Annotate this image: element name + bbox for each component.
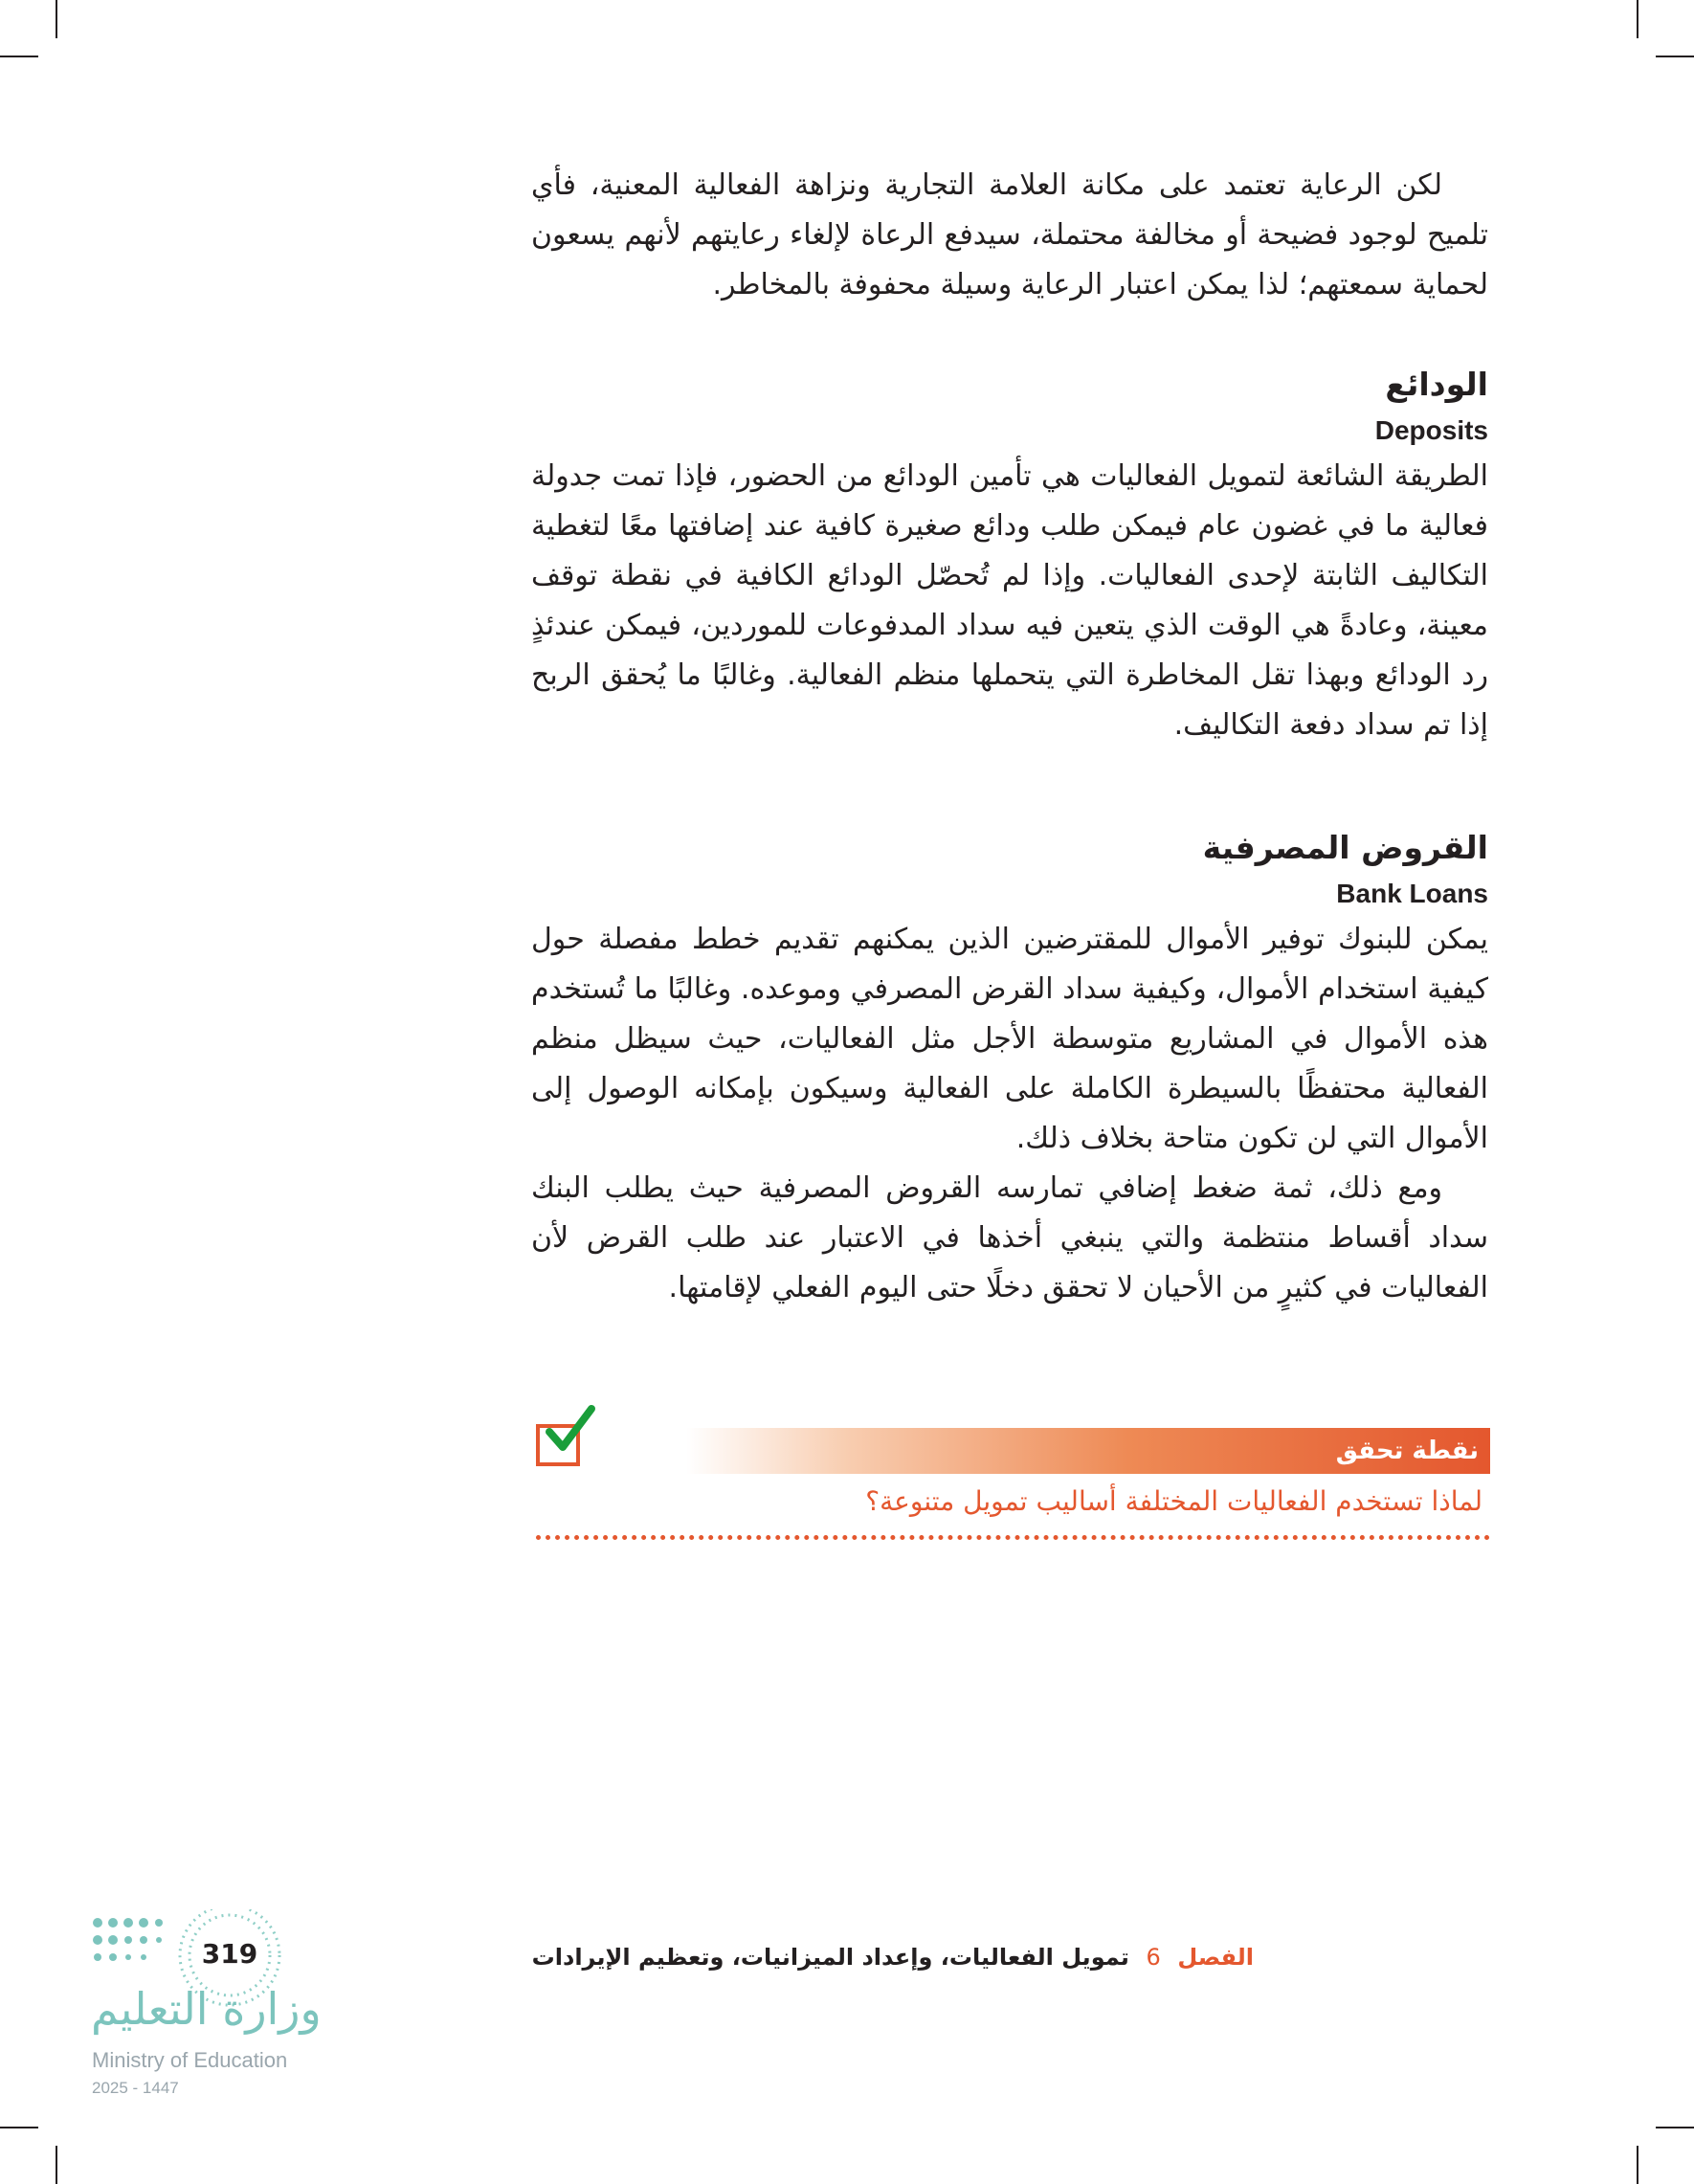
checkmark-icon xyxy=(540,1403,597,1460)
chapter-footer xyxy=(531,1938,1254,1976)
bank-loans-paragraph-2: ومع ذلك، ثمة ضغط إضافي تمارسه القروض المصرفية حيث يطلب البنك سداد أقساط منتظمة والتي ينبغي أخذها في الاعتبار عند طلب القرض لأن الفعاليات في كثيرٍ من الأحيان لا تحقق دخلًا حتى اليوم الفعلي لإقامتها. xyxy=(531,1171,1488,1304)
dotted-divider xyxy=(536,1535,1490,1540)
crop-mark xyxy=(1656,56,1694,57)
chapter-number: 6 xyxy=(1146,1944,1161,1971)
checkpoint-title: نقطة تحقق xyxy=(1335,1437,1479,1465)
bank-loans-section xyxy=(531,823,1488,1313)
deposits-heading-en: Deposits xyxy=(1374,415,1488,445)
checkpoint-question: لماذا تستخدم الفعاليات المختلفة أساليب تمويل متنوعة؟ xyxy=(865,1485,1482,1517)
crop-mark xyxy=(1637,0,1638,38)
chapter-title: تمويل الفعاليات، وإعداد الميزانيات، وتعظيم الإيرادات xyxy=(531,1944,1129,1971)
intro-paragraph: لكن الرعاية تعتمد على مكانة العلامة التجارية ونزاهة الفعالية المعنية، فأي تلميح لوجود فضيحة أو مخالفة محتملة، سيدفع الرعاة لإلغاء رعايتهم لأنهم يسعون لحماية سمعتهم؛ لذا يمكن اعتبار الرعاية وسيلة محفوفة بالمخاطر. xyxy=(531,168,1488,301)
crop-mark xyxy=(56,2146,57,2184)
crop-mark xyxy=(0,56,38,57)
ministry-logo-english: Ministry of Education xyxy=(92,2048,288,2072)
crop-mark xyxy=(0,2127,38,2128)
checkpoint-box xyxy=(536,1416,1490,1560)
chapter-label: الفصل xyxy=(1177,1944,1254,1971)
bank-loans-heading-en: Bank Loans xyxy=(1336,879,1488,908)
crop-mark xyxy=(56,0,57,38)
deposits-section xyxy=(531,360,1488,750)
deposits-heading-ar: الودائع xyxy=(1385,366,1488,403)
intro-section xyxy=(531,161,1488,310)
ministry-logo-arabic: وزارة التعليم xyxy=(91,1983,322,2035)
bank-loans-heading-ar: القروض المصرفية xyxy=(1202,829,1488,866)
page-number: 319 xyxy=(201,1938,258,1970)
crop-mark xyxy=(1656,2127,1694,2128)
bank-loans-paragraph-1: يمكن للبنوك توفير الأموال للمقترضين الذين يمكنهم تقديم خطط مفصلة حول كيفية استخدام الأموال، وكيفية سداد القرض المصرفي وموعده. وغالبًا ما تُستخدم هذه الأموال في المشاريع متوسطة الأجل مثل الفعاليات، حيث سيظل منظم الفعالية محتفظًا بالسيطرة الكاملة على الفعالية وسيكون بإمكانه الوصول إلى الأموال التي لن تكون متاحة بخلاف ذلك. xyxy=(531,923,1488,1155)
deposits-paragraph: الطريقة الشائعة لتمويل الفعاليات هي تأمين الودائع من الحضور، فإذا تمت جدولة فعالية ما في غضون عام فيمكن طلب ودائع صغيرة كافية عند إضافتها معًا لتغطية التكاليف الثابتة لإحدى الفعاليات. وإذا لم تُحصّل الودائع الكافية في نقطة توقف معينة، وعادةً هي الوقت الذي يتعين فيه سداد المدفوعات للموردين، فيمكن عندئذٍ رد الودائع وبهذا تقل المخاطرة التي يتحملها منظم الفعالية. وغالبًا ما يُحقق الربح إذا تم سداد دفعة التكاليف. xyxy=(531,459,1488,742)
crop-mark xyxy=(1637,2146,1638,2184)
ministry-logo-year: 2025 - 1447 xyxy=(92,2079,179,2097)
checkpoint-header-bar xyxy=(686,1428,1490,1474)
